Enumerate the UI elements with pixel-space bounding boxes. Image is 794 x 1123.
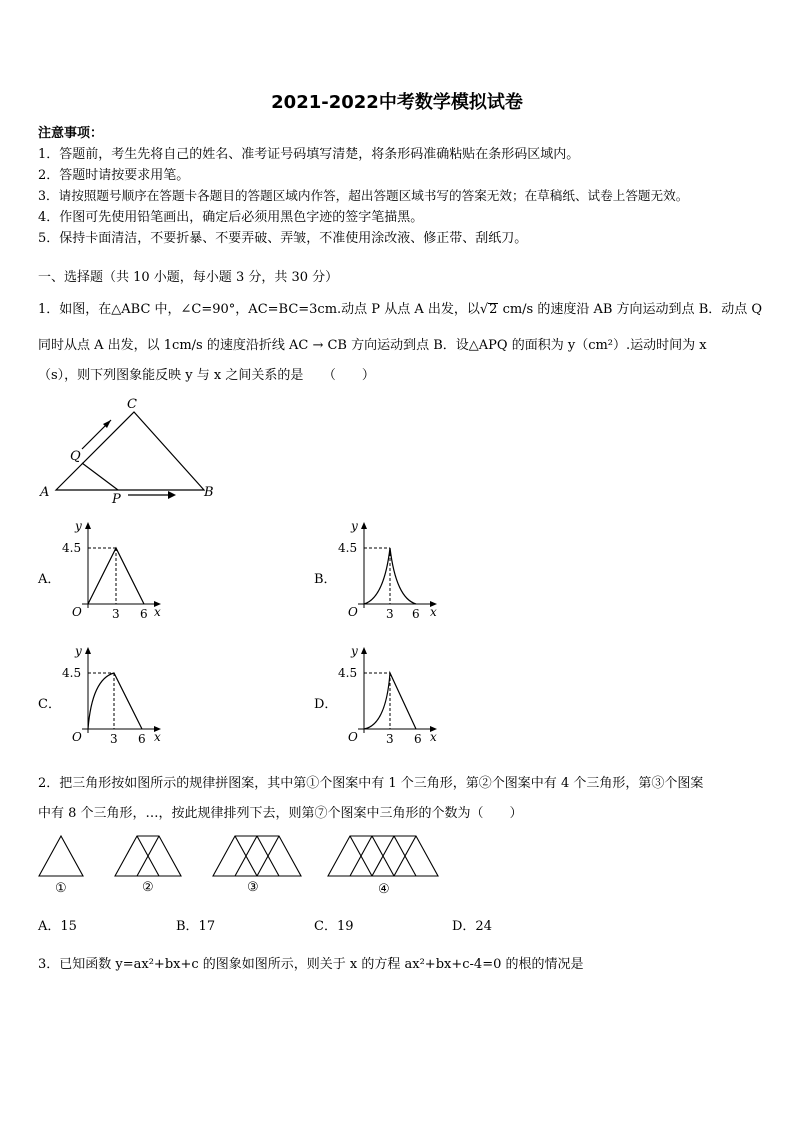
pattern-label: ① (55, 881, 67, 896)
question-1-text-b: cm/s 的速度沿 AB 方向运动到点 B．动点 Q (502, 302, 763, 317)
pattern-2 (115, 836, 181, 876)
pattern-1 (39, 836, 83, 876)
pattern-4 (328, 836, 438, 876)
origin-label: O (348, 605, 358, 619)
option-b-label: B． (314, 572, 337, 587)
graph-option-d (338, 643, 448, 748)
q2-option-d: D．24 (452, 919, 492, 934)
x-tick-label: 6 (412, 607, 420, 621)
notice-item: 4．作图可先使用铅笔画出，确定后必须用黑色字迹的签字笔描黑。 (38, 210, 424, 225)
y-tick-label: 4.5 (338, 541, 358, 555)
page-title: 2021-2022中考数学模拟试卷 (271, 92, 523, 113)
label-b: B (204, 485, 214, 500)
pattern-label: ② (142, 880, 154, 895)
y-tick-label: 4.5 (62, 541, 82, 555)
segment-pq (82, 463, 118, 490)
option-d-label: D． (314, 697, 338, 712)
x-axis-label: x (430, 730, 437, 744)
question-1-text-a: 1．如图，在△ABC 中，∠C=90°，AC=BC=3cm.动点 P 从点 A 出发，以 (38, 302, 480, 317)
q2-option-b: B．17 (176, 919, 216, 934)
q2-option-a: A．15 (38, 919, 77, 934)
notice-item: 1．答题前，考生先将自己的姓名、准考证号码填写清楚，将条形码准确粘贴在条形码区域内。 (38, 147, 580, 162)
question-1-line-3: （s），则下列图象能反映 y 与 x 之间关系的是 （ ） (38, 368, 375, 383)
triangle-patterns (36, 832, 446, 897)
question-1-line-1 (38, 298, 762, 317)
x-tick-label: 6 (140, 607, 148, 621)
origin-label: O (72, 730, 82, 744)
notice-item: 5．保持卡面清洁，不要折暴、不要弄破、弄皱，不准使用涂改液、修正带、刮纸刀。 (38, 231, 528, 246)
graph-option-c (62, 643, 172, 748)
label-p: P (112, 492, 121, 507)
origin-label: O (72, 605, 82, 619)
x-tick-label: 3 (110, 732, 118, 746)
y-axis-label: y (75, 644, 82, 658)
pattern-label: ④ (378, 882, 390, 897)
section-heading: 一、选择题（共 10 小题，每小题 3 分，共 30 分） (38, 270, 339, 285)
question-3-line: 3．已知函数 y=ax²+bx+c 的图象如图所示，则关于 x 的方程 ax²+bx+c-4=0 的根的情况是 (38, 957, 584, 972)
origin-label: O (348, 730, 358, 744)
graph-option-b (338, 518, 448, 623)
label-q: Q (70, 449, 81, 464)
x-tick-label: 3 (112, 607, 120, 621)
notice-heading: 注意事项： (38, 126, 104, 141)
question-1-line-2: 同时从点 A 出发，以 1cm/s 的速度沿折线 AC → CB 方向运动到点 B．设△APQ 的面积为 y（cm²）.运动时间为 x (38, 338, 707, 353)
q2-option-c: C．19 (314, 919, 354, 934)
x-tick-label: 3 (386, 732, 394, 746)
graph-option-a (62, 518, 172, 623)
y-tick-label: 4.5 (62, 666, 82, 680)
y-tick-label: 4.5 (338, 666, 358, 680)
y-axis-label: y (351, 519, 358, 533)
label-c: C (127, 397, 137, 412)
notice-item: 2．答题时请按要求用笔。 (38, 168, 190, 183)
curve-c (88, 673, 142, 729)
option-a-label: A． (38, 572, 61, 587)
x-axis-label: x (154, 605, 161, 619)
sqrt-symbol: √ (479, 302, 489, 317)
y-axis-label: y (75, 519, 82, 533)
question-2-line-1: 2．把三角形按如图所示的规律拼图案，其中第①个图案中有 1 个三角形，第②个图案中有 4 个三角形，第③个图案 (38, 776, 704, 791)
x-tick-label: 6 (414, 732, 422, 746)
notice-item: 3．请按照题号顺序在答题卡各题目的答题区域内作答，超出答题区域书写的答案无效；在草稿纸、试卷上答题无效。 (38, 188, 689, 203)
pattern-3 (213, 836, 301, 876)
y-axis-label: y (351, 644, 358, 658)
option-c-label: C． (38, 697, 61, 712)
triangle-figure (36, 392, 226, 507)
x-tick-label: 3 (386, 607, 394, 621)
label-a: A (40, 485, 50, 500)
x-axis-label: x (430, 605, 437, 619)
pattern-label: ③ (247, 880, 259, 895)
x-axis-label: x (154, 730, 161, 744)
sqrt-radicand: 2 (489, 302, 498, 317)
x-tick-label: 6 (138, 732, 146, 746)
question-2-line-2: 中有 8 个三角形，…，按此规律排列下去，则第⑦个图案中三角形的个数为（ ） (38, 806, 523, 821)
arrowhead-ab (168, 491, 176, 499)
